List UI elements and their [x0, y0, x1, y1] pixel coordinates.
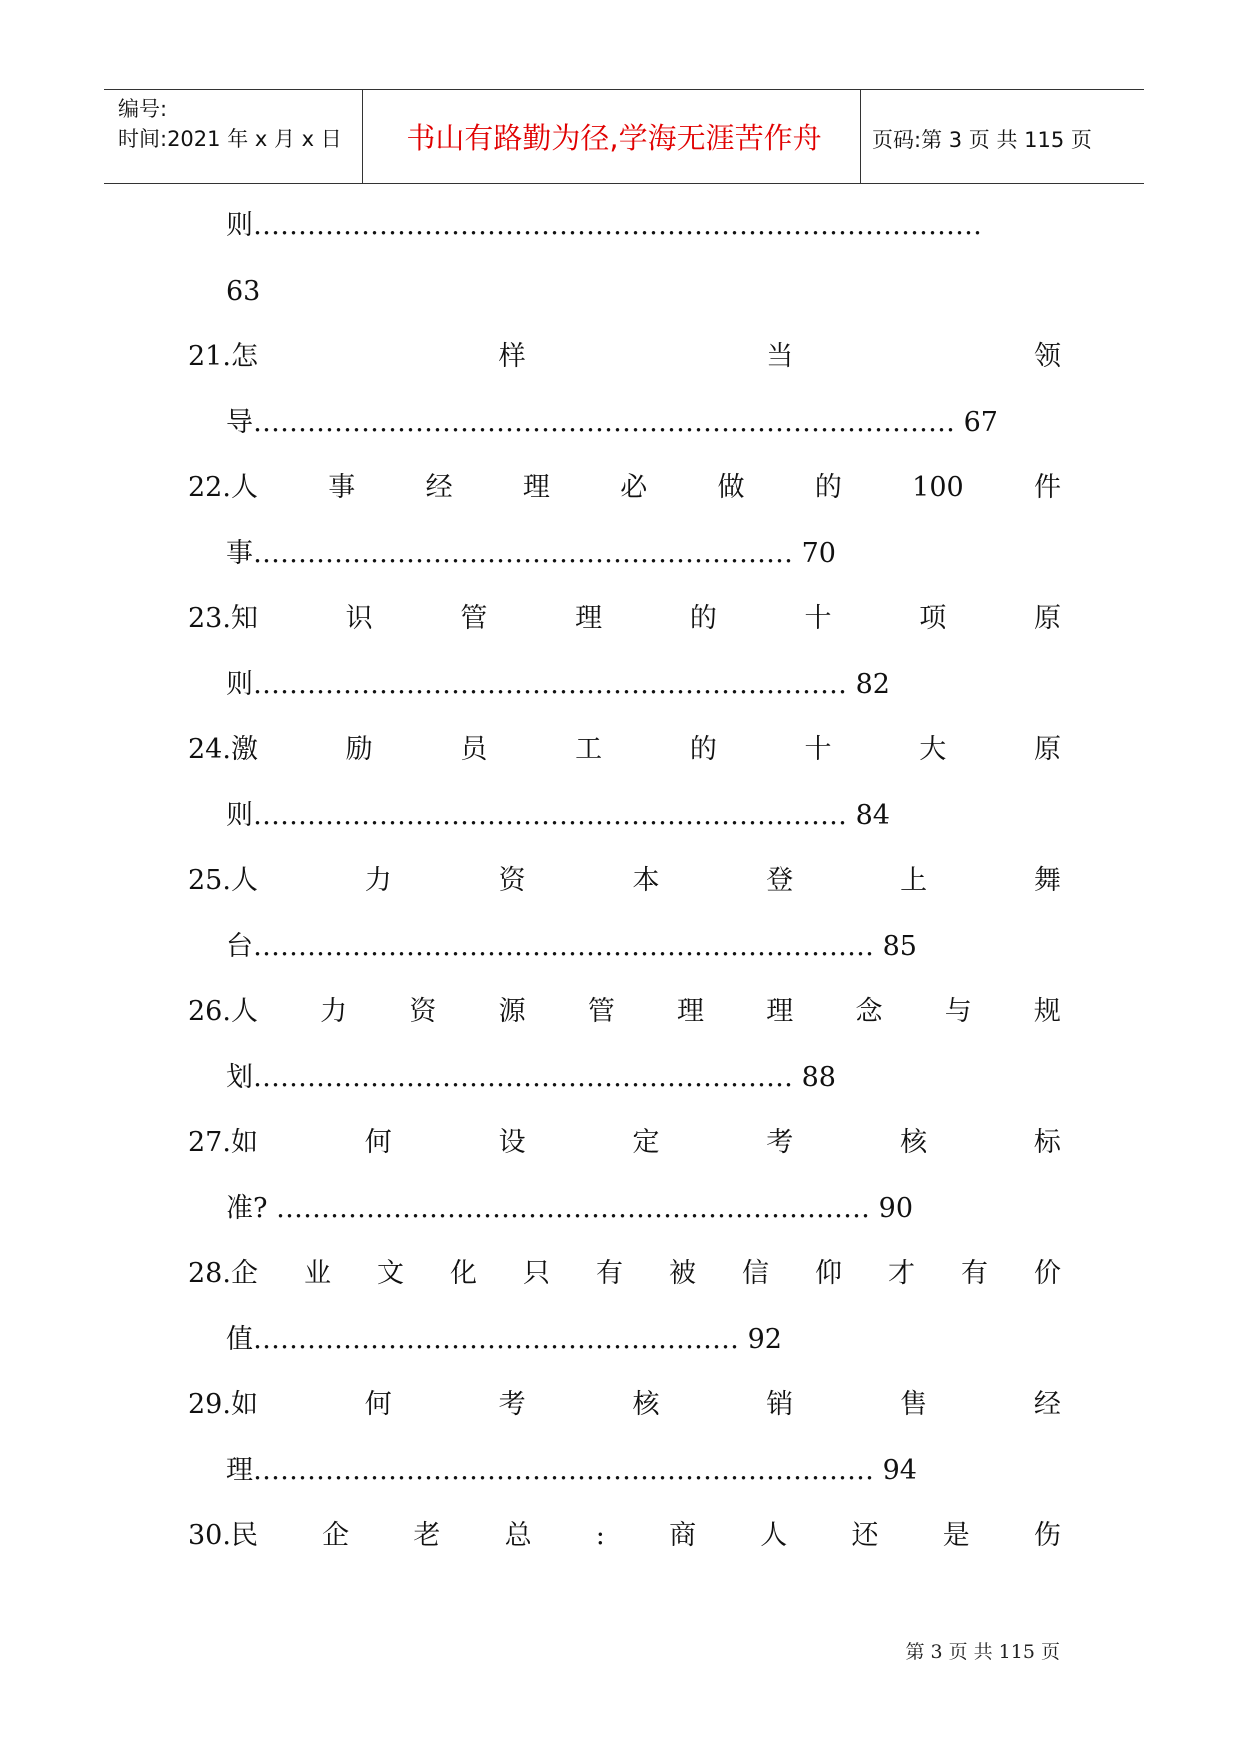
toc-title-char: 识 [345, 603, 373, 634]
toc-entry-leader: 则………………………………………………………… 84 [226, 799, 890, 831]
toc-title-char: 本 [632, 865, 660, 896]
toc-title-char: 还 [851, 1520, 879, 1551]
toc-title-char: 登 [766, 865, 794, 896]
toc-title-char: 24.激 [188, 734, 258, 765]
toc-title-char: 与 [944, 996, 972, 1027]
toc-title-char: 文 [376, 1258, 404, 1289]
toc-title-char: 标 [1033, 1127, 1061, 1158]
toc-title-char: 总 [504, 1520, 532, 1551]
toc-title-char: 样 [498, 341, 526, 372]
toc-title-char: 才 [887, 1258, 915, 1289]
toc-title-char: 22.人 [188, 472, 258, 503]
toc-title-char: 原 [1033, 734, 1061, 765]
toc-entry-title [188, 337, 1061, 377]
toc-entry-leader: 理…………………………………………………………… 94 [226, 1454, 917, 1486]
toc-title-char: 26.人 [188, 996, 258, 1027]
toc-title-char: 售 [900, 1389, 928, 1420]
toc-title-char: 销 [766, 1389, 794, 1420]
toc-title-char: 管 [460, 603, 488, 634]
toc-title-char: 的 [814, 472, 842, 503]
toc-title-char: 仰 [814, 1258, 842, 1289]
toc-title-char: 十 [804, 734, 832, 765]
toc-entry-leader: 则……………………………………………………………………… [226, 210, 982, 241]
toc-title-char: 被 [668, 1258, 696, 1289]
toc-title-char: 商 [669, 1520, 697, 1551]
toc-entry-title [188, 1385, 1061, 1425]
toc-title-char: 上 [900, 865, 928, 896]
toc-entry-leader: 导…………………………………………………………………… 67 [226, 406, 998, 438]
toc-entry-title [188, 992, 1061, 1032]
header-motto: 书山有路勤为径,学海无涯苦作舟 [406, 121, 822, 155]
toc-title-char: 员 [460, 734, 488, 765]
toc-entry-leader: 则………………………………………………………… 82 [226, 668, 890, 700]
toc-title-char: 29.如 [188, 1389, 258, 1420]
toc-title-char: 经 [1033, 1389, 1061, 1420]
toc-entry-title [188, 861, 1061, 901]
toc-title-char: : [595, 1520, 605, 1551]
toc-title-char: 理 [575, 603, 603, 634]
header-page-info: 页码:第 3 页 共 115 页 [872, 128, 1092, 152]
toc-title-char: 化 [449, 1258, 477, 1289]
toc-entry-leader: 台…………………………………………………………… 85 [226, 930, 917, 962]
toc-title-char: 老 [413, 1520, 441, 1551]
toc-title-char: 企 [322, 1520, 350, 1551]
toc-entry-title [188, 468, 1061, 508]
header-time-label: 时间:2021 年 x 月 x 日 [118, 127, 342, 151]
toc-title-char: 信 [741, 1258, 769, 1289]
toc-title-char: 工 [575, 734, 603, 765]
toc-title-char: 管 [587, 996, 615, 1027]
toc-title-char: 力 [364, 865, 392, 896]
toc-title-char: 做 [717, 472, 745, 503]
toc-title-char: 25.人 [188, 865, 258, 896]
toc-title-char: 大 [919, 734, 947, 765]
toc-entry-leader: 值……………………………………………… 92 [226, 1323, 782, 1355]
toc-title-char: 项 [919, 603, 947, 634]
toc-title-char: 只 [522, 1258, 550, 1289]
toc-title-char: 定 [632, 1127, 660, 1158]
toc-title-char: 事 [328, 472, 356, 503]
toc-title-char: 领 [1033, 341, 1061, 372]
toc-entry-title [188, 599, 1061, 639]
toc-title-char: 28.企 [188, 1258, 258, 1289]
toc-title-char: 100 [912, 472, 964, 503]
toc-title-char: 考 [498, 1389, 526, 1420]
toc-title-char: 何 [364, 1127, 392, 1158]
toc-title-char: 考 [766, 1127, 794, 1158]
toc-entry-leader: 准? ………………………………………………………… 90 [226, 1192, 913, 1224]
toc-title-char: 理 [766, 996, 794, 1027]
toc-title-char: 是 [942, 1520, 970, 1551]
toc-title-char: 核 [632, 1389, 660, 1420]
toc-title-char: 人 [760, 1520, 788, 1551]
toc-title-char: 有 [960, 1258, 988, 1289]
toc-entry-title [188, 1254, 1061, 1294]
toc-title-char: 原 [1033, 603, 1061, 634]
toc-title-char: 业 [303, 1258, 331, 1289]
toc-entry-title [188, 730, 1061, 770]
header-number-label: 编号: [118, 97, 168, 121]
toc-title-char: 27.如 [188, 1127, 258, 1158]
toc-title-char: 舞 [1033, 865, 1061, 896]
toc-title-char: 伤 [1033, 1520, 1061, 1551]
toc-title-char: 21.怎 [188, 341, 258, 372]
toc-entry-title [188, 1516, 1061, 1556]
toc-title-char: 理 [522, 472, 550, 503]
toc-entry-leader: 划…………………………………………………… 88 [226, 1061, 836, 1093]
toc-title-char: 十 [804, 603, 832, 634]
toc-title-char: 力 [320, 996, 348, 1027]
toc-title-char: 当 [766, 341, 794, 372]
toc-title-char: 经 [425, 472, 453, 503]
toc-title-char: 设 [498, 1127, 526, 1158]
toc-title-char: 23.知 [188, 603, 258, 634]
toc-title-char: 的 [689, 734, 717, 765]
toc-entry-title [188, 1123, 1061, 1163]
toc-title-char: 件 [1034, 472, 1061, 503]
toc-entry-leader: 63 [226, 275, 261, 307]
toc-title-char: 价 [1033, 1258, 1061, 1289]
toc-title-char: 源 [498, 996, 526, 1027]
toc-title-char: 念 [855, 996, 883, 1027]
toc-title-char: 何 [364, 1389, 392, 1420]
toc-title-char: 核 [900, 1127, 928, 1158]
page-footer: 第 3 页 共 115 页 [905, 1641, 1060, 1663]
toc-title-char: 30.民 [188, 1520, 258, 1551]
toc-title-char: 规 [1033, 996, 1061, 1027]
toc-entry-leader: 事…………………………………………………… 70 [226, 537, 836, 569]
toc-title-char: 励 [345, 734, 373, 765]
toc-title-char: 资 [498, 865, 526, 896]
toc-title-char: 理 [677, 996, 705, 1027]
toc-title-char: 的 [689, 603, 717, 634]
toc-title-char: 有 [595, 1258, 623, 1289]
toc-title-char: 资 [409, 996, 437, 1027]
toc-title-char: 必 [620, 472, 648, 503]
